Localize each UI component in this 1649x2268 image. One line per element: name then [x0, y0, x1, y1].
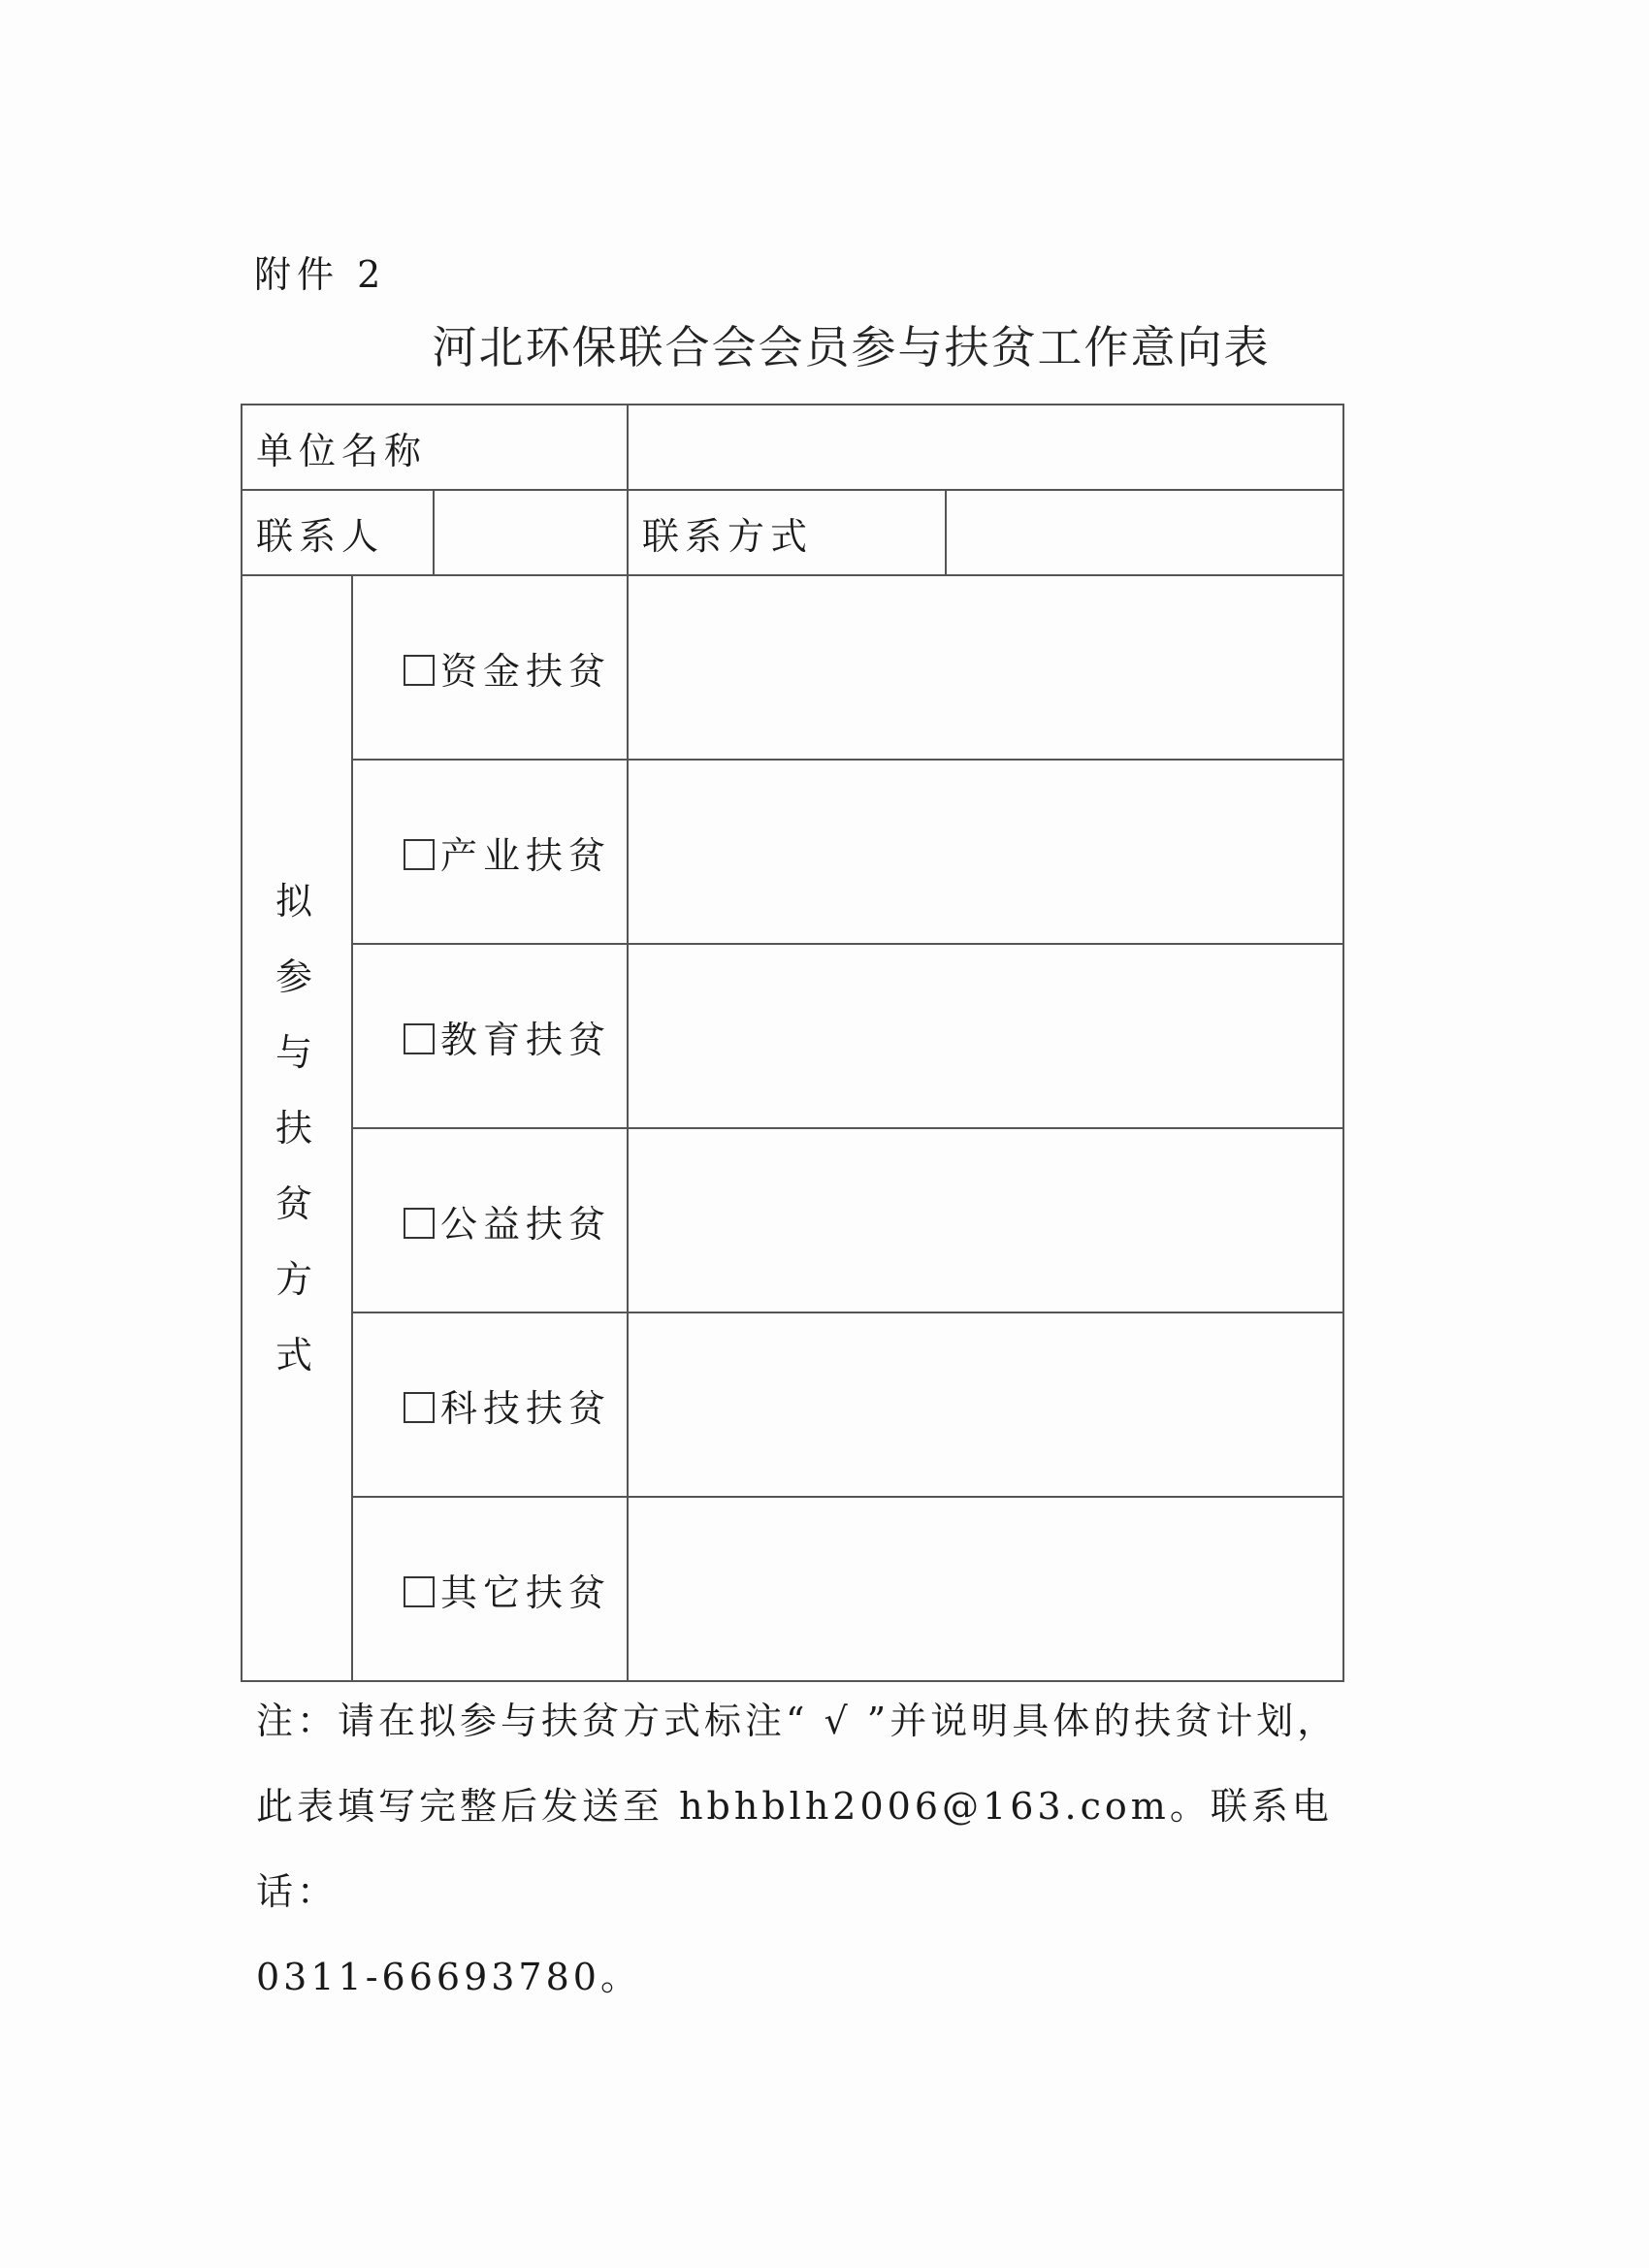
option-label: 其它扶贫: [440, 1571, 612, 1614]
option-funding-plan-field[interactable]: [628, 575, 1343, 760]
option-other-plan-field[interactable]: [628, 1497, 1343, 1681]
method-row: [242, 1312, 1343, 1497]
method-row: [242, 944, 1343, 1128]
option-label: 公益扶贫: [440, 1202, 612, 1246]
method-group-char: 方: [275, 1258, 318, 1301]
method-group-char: 参: [275, 956, 318, 998]
checkbox-icon[interactable]: [404, 1023, 435, 1054]
method-row: [242, 1497, 1343, 1681]
method-group-char: 与: [275, 1031, 318, 1074]
method-row: [242, 760, 1343, 944]
option-industry-plan-field[interactable]: [628, 760, 1343, 944]
option-other[interactable]: [352, 1497, 628, 1681]
option-label: 资金扶贫: [440, 649, 612, 693]
footnote-line: 注：请在拟参与扶贫方式标注“ √ ”并说明具体的扶贫计划，: [256, 1700, 1339, 1742]
page-title: 河北环保联合会会员参与扶贫工作意向表: [432, 321, 1271, 373]
checkbox-icon[interactable]: [404, 1392, 435, 1423]
method-row: [242, 1128, 1343, 1312]
option-education-plan-field[interactable]: [628, 944, 1343, 1128]
checkbox-icon[interactable]: [404, 1576, 435, 1607]
option-funding[interactable]: [352, 575, 628, 760]
option-technology-plan-field[interactable]: [628, 1312, 1343, 1497]
method-group-char: 扶: [275, 1107, 318, 1150]
option-label: 教育扶贫: [440, 1018, 612, 1061]
contact-method-label: 联系方式: [628, 490, 946, 575]
contact-person-field[interactable]: [434, 490, 628, 575]
method-group-char: 拟: [275, 880, 318, 923]
footnote: [256, 1678, 1352, 2020]
unit-name-label: 单位名称: [242, 405, 628, 490]
option-industry[interactable]: [352, 760, 628, 944]
attachment-label: 附件 2: [254, 253, 387, 296]
checkbox-icon[interactable]: [404, 839, 435, 870]
option-label: 科技扶贫: [440, 1386, 612, 1430]
contact-person-label: 联系人: [242, 490, 434, 575]
unit-name-field[interactable]: [628, 405, 1343, 490]
option-education[interactable]: [352, 944, 628, 1128]
option-label: 产业扶贫: [440, 833, 612, 877]
footnote-line: 0311-66693780。: [256, 1956, 641, 1998]
contact-row: [242, 490, 1343, 575]
footnote-line: 此表填写完整后发送至 hbhblh2006@163.com。联系电话：: [256, 1785, 1333, 1913]
option-technology[interactable]: [352, 1312, 628, 1497]
method-group-label: [242, 575, 352, 1681]
unit-name-row: [242, 405, 1343, 490]
contact-method-field[interactable]: [946, 490, 1343, 575]
option-public-welfare-plan-field[interactable]: [628, 1128, 1343, 1312]
option-public-welfare[interactable]: [352, 1128, 628, 1312]
intent-form-table: [241, 404, 1344, 1682]
method-row: [242, 575, 1343, 760]
checkbox-icon[interactable]: [404, 655, 435, 686]
checkbox-icon[interactable]: [404, 1208, 435, 1239]
method-group-char: 式: [275, 1334, 318, 1377]
method-group-char: 贫: [275, 1183, 318, 1225]
